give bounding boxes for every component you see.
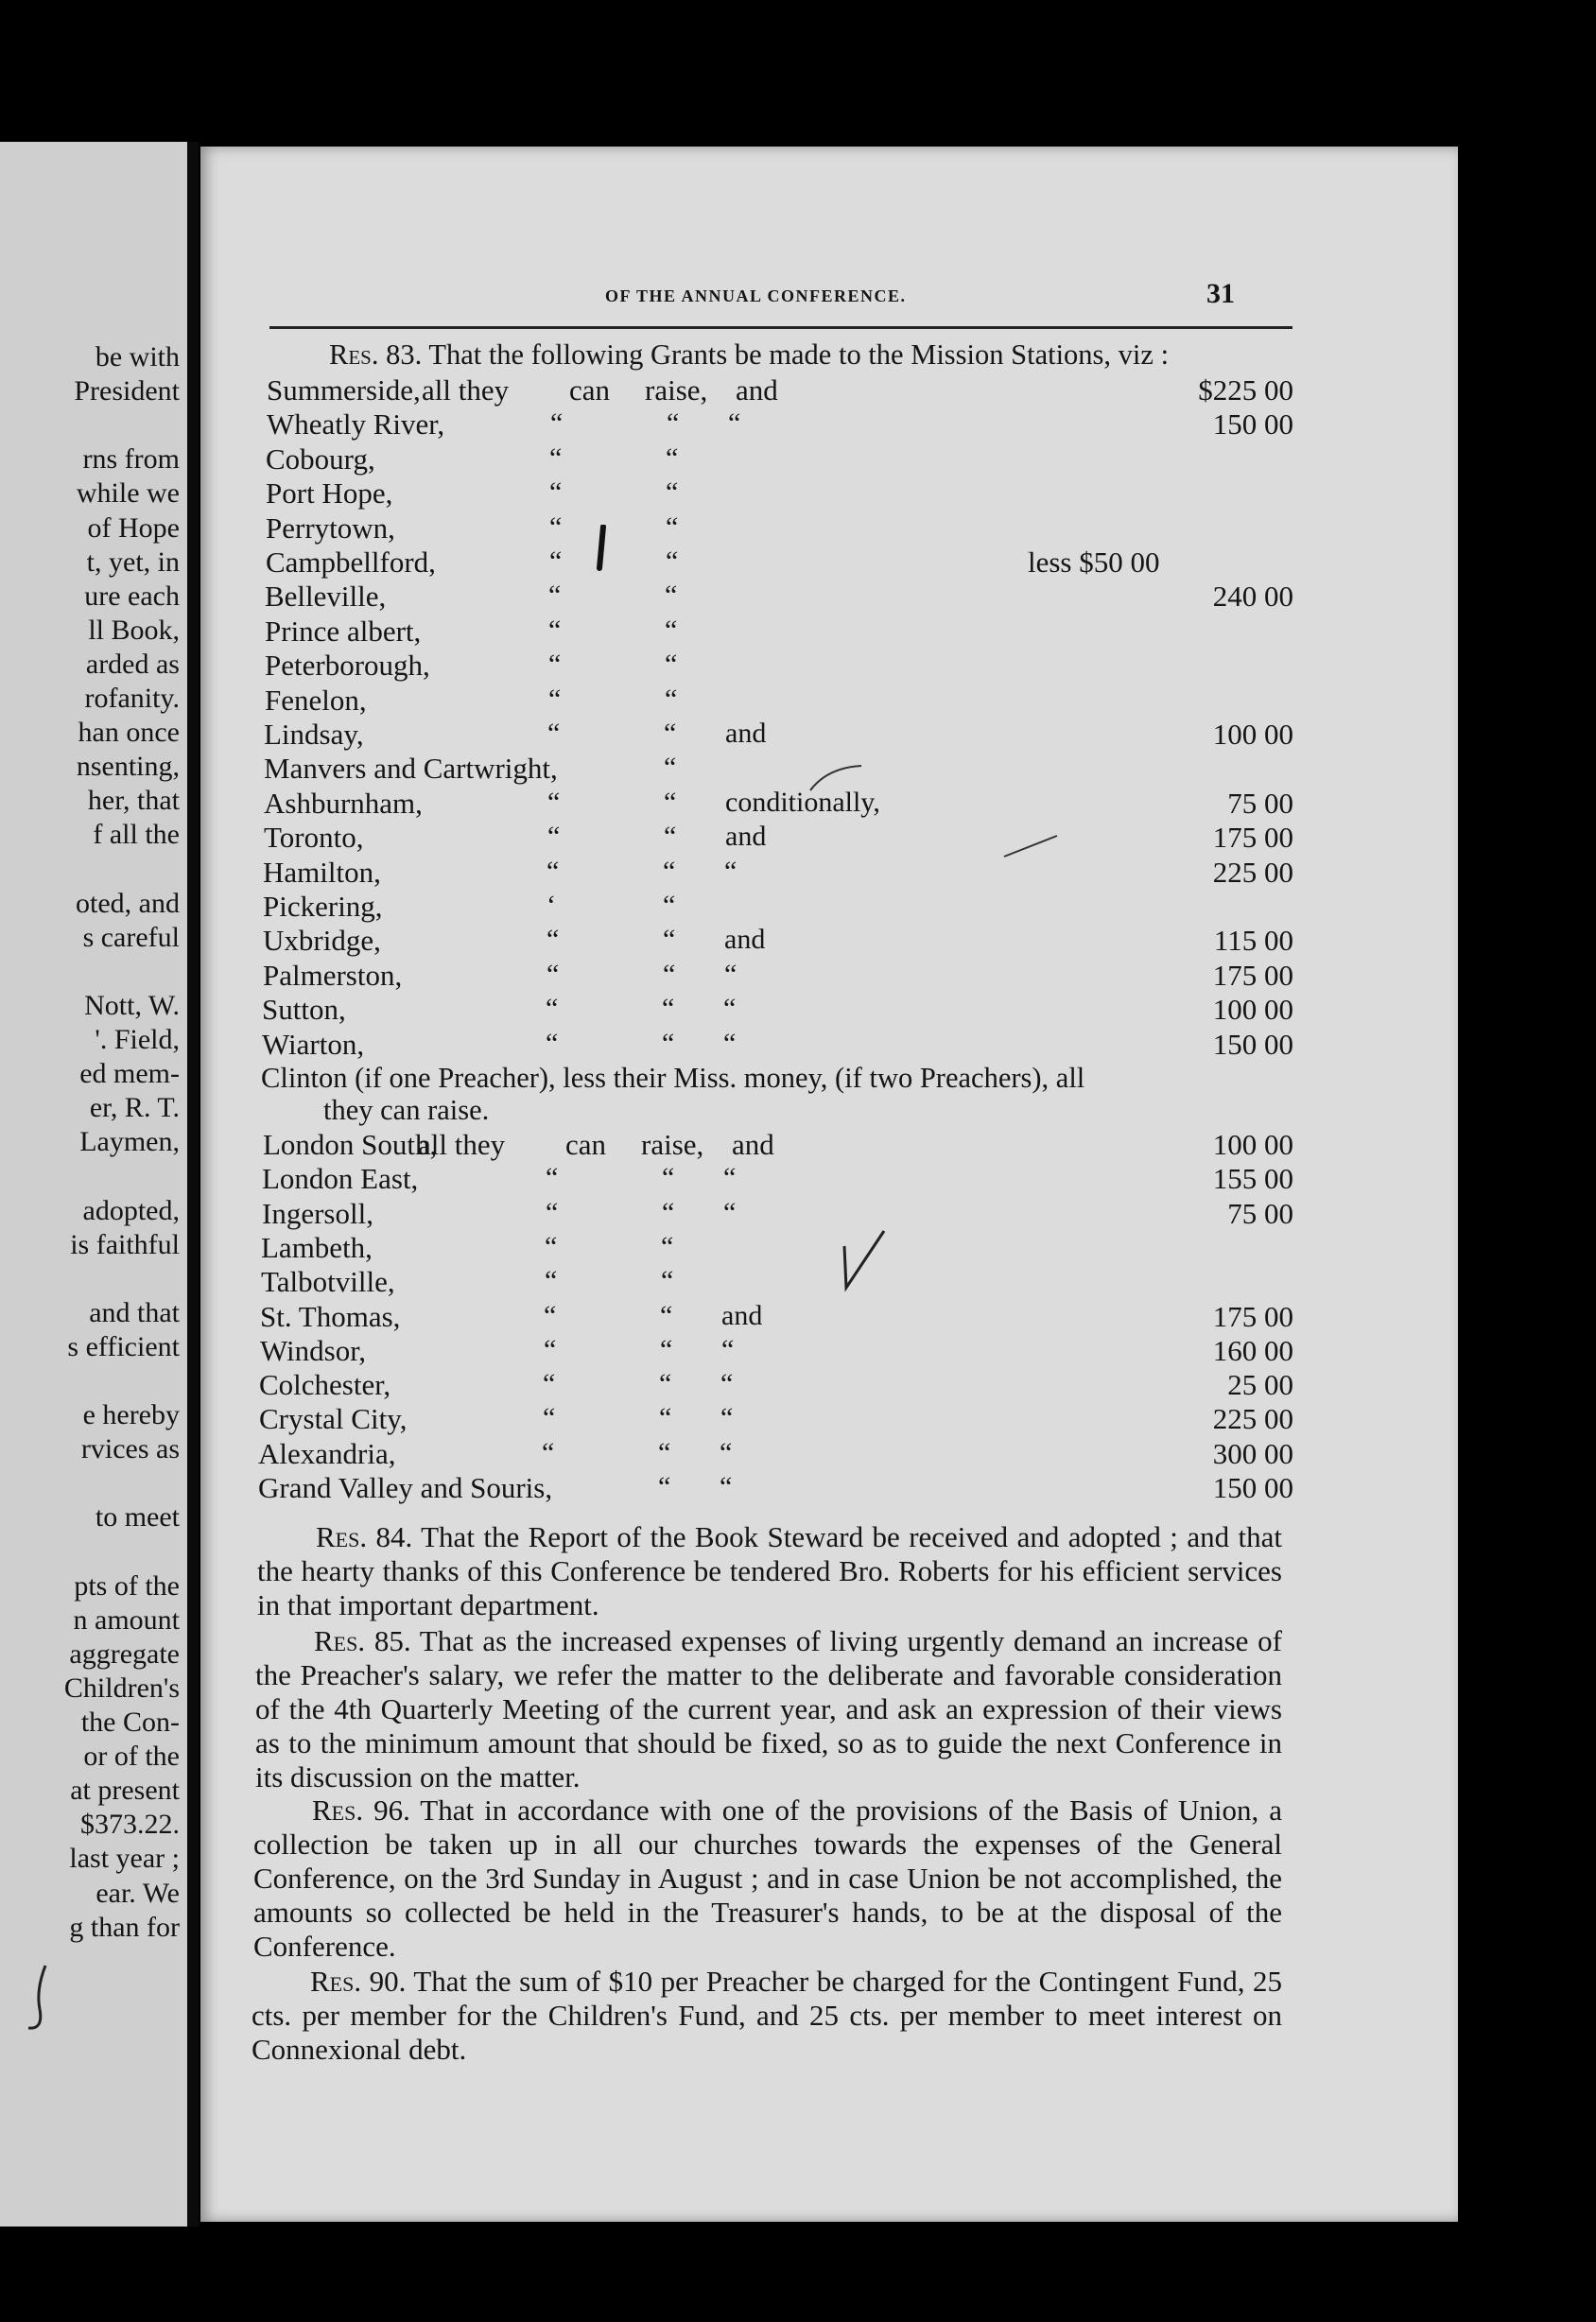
res83-intro [329,338,1293,371]
grant-amount: 175 00 [1212,958,1293,992]
ditto-col-1: “ [547,786,561,818]
grant-amount: 175 00 [1212,821,1293,855]
left-fragment-line: Laymen, [79,1126,180,1158]
left-pencil-mark [19,1962,57,2037]
station-name: Ingersoll, [262,1196,373,1230]
left-fragment-line: Children's [63,1672,180,1704]
left-fragment-line: s efficient [67,1330,180,1362]
ditto-col-2: “ [664,718,677,749]
ditto-col-2: “ [659,1368,672,1400]
ditto-col-3: “ [728,407,741,440]
ditto-col-1: “ [550,407,564,440]
station-name: Wheatly River, [267,407,445,442]
station-name: Pickering, [263,890,383,923]
ditto-col-2: “ [658,1471,671,1502]
station-name: Colchester, [259,1368,391,1402]
ditto-col-2: “ [664,752,677,784]
left-fragment-line: han once [78,717,180,749]
resolution-label: Res. 84. [316,1520,413,1553]
resolution-text: That as the increased expenses of living urgently demand an increase of the Preacher's salary, we refer the matter to the deliberate and favorable consideration of the 4th Quarterly Meeting of the current year, and ask an expression of their views as to the minimum amount that should be fixed, so as to guide the next Conference in its discussion on the matter. [255,1624,1282,1793]
station-name: Palmerston, [263,958,403,992]
station-name: Prince albert, [265,614,422,648]
ditto-col-1: “ [545,1265,558,1297]
left-fragment-line: g than for [69,1911,180,1943]
grant-amount: 225 00 [1212,1402,1293,1436]
ditto-col-3: “ [720,1402,734,1434]
grant-amount: 160 00 [1212,1333,1293,1367]
resolution-paragraph [252,1965,1282,2067]
station-name: Crystal City, [259,1402,408,1436]
ditto-col-3: “ [720,1368,734,1400]
ditto-col-1: “ [549,546,563,577]
resolution-text: That the Report of the Book Steward be received and adopted ; and that the hearty thanks of this Conference be tendered Bro. Roberts for his efficient services in that important department. [257,1520,1282,1621]
ditto-col-1: “ [548,683,562,715]
ditto-col-3: “ [723,1162,737,1194]
ditto-col-2: “ [660,1333,673,1365]
station-name: Cobourg, [266,442,375,476]
resolution-paragraph [255,1624,1282,1794]
pencil-mark [592,525,611,572]
station-name: Uxbridge, [263,924,381,958]
left-fragment-line: rofanity. [84,683,180,714]
left-fragment-line: aggregate [69,1638,180,1670]
grant-amount: 155 00 [1212,1162,1293,1196]
ditto-col-1: “ [546,1162,559,1194]
left-fragment-line: rvices as [80,1433,180,1465]
grant-amount: 150 00 [1212,407,1293,442]
left-fragment-line: oted, and [76,887,180,919]
ditto-col-2: “ [662,1196,675,1228]
left-fragment-line: be with [95,341,180,373]
ditto-col-2: “ [664,786,677,818]
pencil-check-mark [837,1229,893,1295]
clinton-line-2: they can raise. [323,1094,490,1126]
ditto-col-1: “ [548,614,562,646]
left-fragment-line: ure each [84,580,180,612]
grant-amount: $225 00 [1198,373,1293,407]
left-page-fragment [0,142,187,2227]
ditto-col-3: “ [720,1471,733,1502]
ditto-col-1: all they [418,1128,506,1161]
ditto-col-1: “ [549,511,563,543]
left-fragment-line: ed mem- [79,1058,180,1090]
ditto-col-3: “ [724,855,737,887]
grant-amount: 225 00 [1212,855,1293,889]
resolution-text: That the sum of $10 per Preacher be charged for the Contingent Fund, 25 cts. per member for the Children's Fund, and 25 cts. per member to meet interest on Connexional debt. [252,1965,1282,2066]
station-name: Campbellford, [266,546,436,579]
left-fragment-line: rns from [82,443,180,476]
station-name: St. Thomas, [260,1299,401,1333]
running-head: OF THE ANNUAL CONFERENCE. [605,286,907,305]
ditto-col-3: and [725,718,767,749]
ditto-col-2: “ [665,614,678,646]
left-fragment-line: e hereby [82,1399,180,1431]
grant-amount: 175 00 [1212,1299,1293,1333]
header-rule [269,326,1292,329]
ditto-col-2: “ [661,1265,674,1297]
left-fragment-line: er, R. T. [89,1092,180,1124]
left-fragment-line: f all the [93,819,180,851]
ditto-col-2: “ [658,1436,671,1468]
ditto-col-1: “ [543,1402,556,1434]
left-fragment-line: pts of the [74,1569,180,1602]
ditto-col-2: “ [666,442,679,474]
station-name: Belleville, [265,580,387,614]
station-name: Peterborough, [265,649,430,683]
station-name: London East, [262,1162,419,1196]
grant-amount: 150 00 [1212,1027,1293,1061]
pencil-stroke-mark [808,764,865,792]
ditto-col-2: “ [662,1162,675,1194]
left-fragment-line: her, that [87,785,180,817]
resolution-label: Res. 96. [312,1793,410,1827]
left-fragment-line: and that [89,1296,180,1328]
grant-amount: 115 00 [1213,924,1293,958]
ditto-col-1: “ [546,1027,559,1059]
ditto-col-2: “ [666,511,679,543]
ditto-col-1: “ [544,1333,557,1365]
station-name: Talbotville, [261,1265,395,1299]
ditto-col-1: ‘ [546,890,556,921]
left-fragment-line: President [74,375,180,407]
station-name: Wiarton, [262,1027,365,1061]
left-fragment-line: to meet [95,1501,180,1534]
left-fragment-line: while we [76,477,180,510]
ditto-col-1: “ [549,442,563,474]
ditto-col-2: “ [663,958,676,990]
ditto-col-1: “ [548,580,562,612]
ditto-col-2: “ [667,407,680,440]
ditto-col-2: “ [660,1299,673,1331]
grant-amount: 75 00 [1227,1196,1293,1230]
res83-text: That the following Grants be made to the Mission Stations, viz : [428,338,1170,371]
station-name: Ashburnham, [264,786,423,820]
ditto-col-3: and [725,821,767,853]
ditto-col-2: “ [666,546,679,577]
ditto-col-1: “ [542,1436,555,1468]
grant-amount: 25 00 [1227,1368,1293,1402]
left-fragment-line: Nott, W. [84,989,180,1021]
ditto-col-2: “ [663,855,676,887]
ditto-col-1: “ [545,1230,558,1262]
ditto-col-1: “ [546,958,560,990]
ditto-col-3: “ [720,1436,733,1468]
ditto-col-2: can [565,1128,607,1161]
grant-amount: 300 00 [1212,1436,1293,1470]
resolution-label: Res. 85. [314,1624,411,1657]
ditto-col-2: “ [661,1230,674,1262]
ditto-col-1: “ [546,924,560,956]
ditto-col-1: “ [548,649,562,681]
station-name: Toronto, [264,821,364,855]
station-name: Manvers and Cartwright, [264,752,558,786]
station-name: Hamilton, [263,855,381,889]
page-number: 31 [1206,278,1235,309]
left-fragment-line: is faithful [70,1228,180,1260]
station-note: less $50 00 [1028,546,1160,579]
ditto-col-3: and [721,1299,763,1331]
ditto-col-3: “ [724,958,737,990]
grant-amount: 100 00 [1212,718,1293,751]
grant-amount: 240 00 [1212,580,1293,614]
ditto-col-1: “ [544,1299,557,1331]
resolution-label: Res. 90. [310,1965,407,1998]
station-note: and [732,1128,774,1161]
left-fragment-line: n amount [73,1603,180,1636]
ditto-col-2: “ [662,1027,675,1059]
ditto-col-2: “ [659,1402,672,1434]
ditto-col-1: “ [546,1196,559,1228]
ditto-col-3: conditionally, [725,786,880,818]
left-fragment-line: $373.22. [80,1809,180,1841]
left-fragment-line: '. Field, [95,1024,180,1055]
ditto-col-2: “ [663,890,676,921]
station-name: Summerside, [267,373,421,407]
left-fragment-line: adopted, [82,1194,180,1226]
ditto-col-2: “ [666,477,679,509]
clinton-line-1: Clinton (if one Preacher), less their Miss. money, (if two Preachers), all [261,1062,1085,1094]
ditto-col-3: and [724,924,766,956]
station-name: Port Hope, [266,477,393,511]
ditto-col-2: “ [665,649,678,681]
grant-amount: 100 00 [1212,993,1293,1027]
left-fragment-line: the Con- [80,1707,180,1738]
ditto-col-1: “ [547,821,561,853]
left-fragment-line: nsenting, [76,751,180,783]
left-fragment-line: arded as [85,648,180,680]
ditto-col-2: “ [663,924,676,956]
pencil-stroke-mark-2 [1002,832,1059,860]
ditto-col-1: “ [549,477,563,509]
resolution-paragraph [257,1520,1282,1622]
res83-label: Res. 83. [329,338,423,371]
ditto-col-1: “ [546,855,560,887]
left-fragment-line: t, yet, in [86,546,180,578]
ditto-col-3: raise, [641,1128,704,1161]
station-name: Windsor, [260,1333,367,1367]
ditto-col-1: “ [546,993,559,1025]
station-name: Lindsay, [264,718,364,751]
ditto-col-3: raise, [645,373,708,407]
grant-amount: 100 00 [1212,1128,1293,1161]
resolution-paragraph [253,1793,1282,1964]
ditto-col-2: “ [665,580,678,612]
grant-amount: 75 00 [1227,786,1293,820]
resolution-text: That in accordance with one of the provisions of the Basis of Union, a collection be taken up in all our churches towards the expenses of the General Conference, on the 3rd Sunday in August ; and in case Union be not accomplished, the amounts so collected be held in the Treasurer's hands, to be at the disposal of the Conference. [253,1793,1282,1963]
station-name: Perrytown, [266,511,395,545]
ditto-col-1: “ [547,718,561,749]
ditto-col-3: “ [721,1333,735,1365]
left-fragment-line: at present [70,1775,180,1807]
station-name: Lambeth, [261,1230,373,1264]
ditto-col-2: “ [662,993,675,1025]
left-fragment-line: of Hope [87,511,180,544]
station-name: Fenelon, [265,683,367,717]
grant-amount: 150 00 [1212,1471,1293,1504]
ditto-col-1: all they [422,373,510,407]
station-name: Sutton, [262,993,346,1027]
left-fragment-line: last year ; [69,1843,180,1875]
left-fragment-line: ll Book, [88,614,180,646]
station-name: London South, [263,1128,438,1161]
page-gutter [187,142,199,2227]
ditto-col-3: “ [723,1027,737,1059]
left-fragment-line: or of the [83,1741,180,1773]
ditto-col-2: “ [664,821,677,853]
left-fragment-line: ear. We [95,1877,180,1909]
ditto-col-1: “ [543,1368,556,1400]
ditto-col-3: “ [723,993,737,1025]
station-note: and [736,373,778,407]
station-name: Grand Valley and Souris, [258,1471,553,1504]
ditto-col-2: can [569,373,611,407]
left-fragment-line: s careful [82,921,180,953]
station-name: Alexandria, [258,1436,396,1470]
ditto-col-2: “ [665,683,678,715]
ditto-col-3: “ [723,1196,737,1228]
